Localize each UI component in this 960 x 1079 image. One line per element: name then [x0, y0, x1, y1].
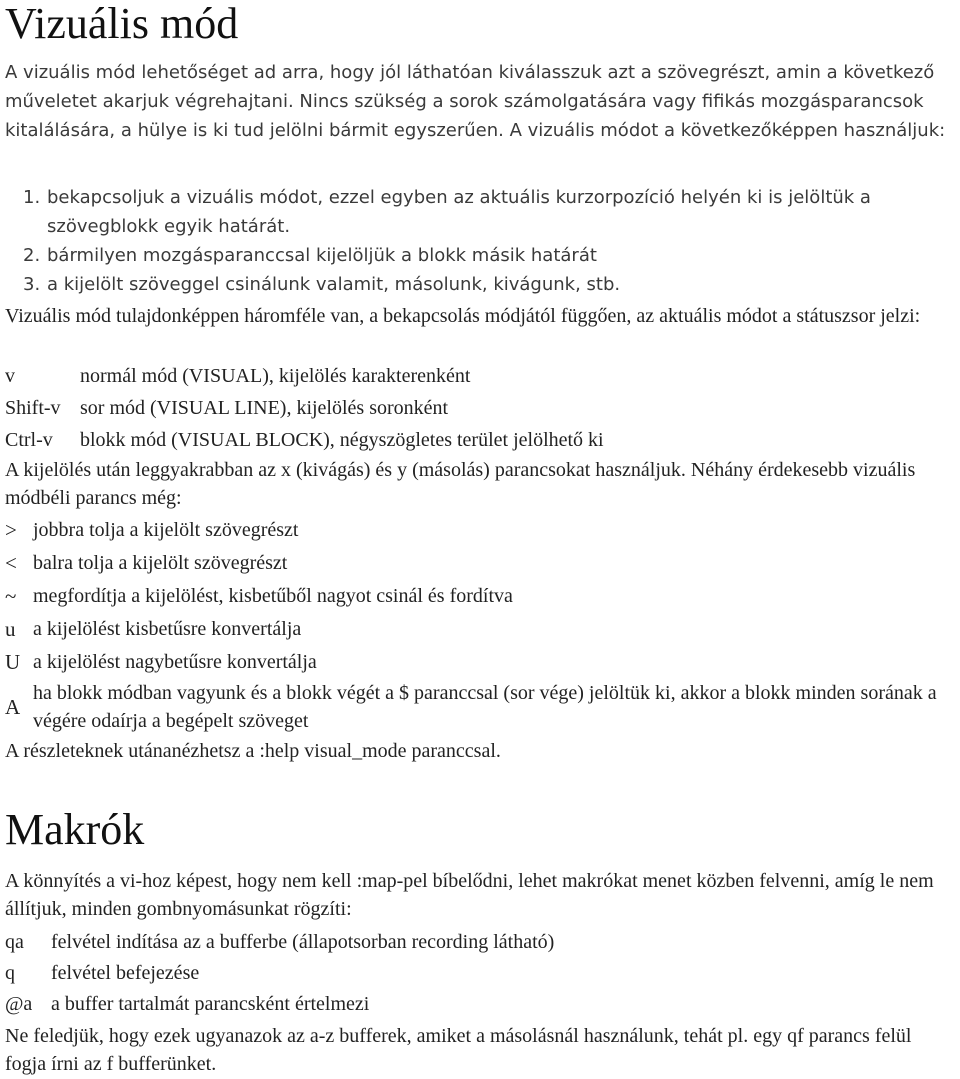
command-desc: a kijelölést nagybetűsre konvertálja: [33, 650, 317, 673]
commands-table: [5, 513, 957, 736]
modes-intro: Vizuális mód tulajdonképpen háromféle van, a bekapcsolás módjától függően, az aktuális módot a státuszsor jelzi:: [5, 305, 921, 327]
list-item-text: a kijelölt szöveggel csinálunk valamit, másolunk, kivágunk, stb.: [47, 274, 621, 295]
command-key: <: [5, 550, 17, 575]
mode-key: Ctrl-v: [5, 429, 53, 451]
list-item-text: bekapcsoljuk a vizuális módot, ezzel egyben az aktuális kurzorpozíció helyén ki is jelöltük a szövegblokk egyik határát.: [47, 187, 871, 237]
list-item-number: 1.: [23, 187, 41, 208]
command-desc: megfordítja a kijelölést, kisbetűből nagyot csinál és fordítva: [33, 584, 513, 607]
list-item-number: 3.: [23, 274, 41, 295]
table-row: [5, 926, 957, 957]
macros-table: [5, 926, 957, 1019]
mode-desc: normál mód (VISUAL), kijelölés karakterenként: [80, 365, 471, 387]
mode-desc: sor mód (VISUAL LINE), kijelölés soronként: [80, 397, 449, 419]
command-key: A: [5, 695, 21, 719]
modes-table: [5, 360, 957, 456]
macros-intro: A könnyítés a vi-hoz képest, hogy nem kell :map-pel bíbelődni, lehet makrókat menet közben felvenni, amíg le nem állítjuk, minden gombnyomásunkat rögzíti:: [5, 870, 934, 920]
macros-outro: Ne feledjük, hogy ezek ugyanazok az a-z bufferek, amiket a másolásnál használunk, tehát pl. egy qf parancs felül fogja írni az f bufferünket.: [5, 1025, 912, 1075]
macro-key: q: [5, 961, 15, 984]
macro-desc: a buffer tartalmát parancsként értelmezi: [51, 992, 370, 1015]
list-item: [5, 270, 957, 299]
steps-list: [5, 183, 957, 299]
table-row: [5, 612, 957, 645]
macro-key: qa: [5, 930, 24, 953]
table-row: [5, 392, 957, 424]
macro-desc: felvétel indítása az a bufferbe (állapotsorban recording látható): [51, 930, 555, 953]
table-row: [5, 360, 957, 392]
commands-intro: A kijelölés után leggyakrabban az x (kivágás) és y (másolás) parancsokat használjuk. Néhány érdekesebb vizuális módbéli parancs még:: [5, 459, 916, 509]
table-row: [5, 957, 957, 988]
command-key: U: [5, 649, 21, 674]
table-row: [5, 579, 957, 612]
table-row: [5, 513, 957, 546]
mode-key: Shift-v: [5, 397, 61, 419]
visual-mode-outro: A részleteknek utánanézhetsz a :help visual_mode paranccsal.: [5, 740, 501, 762]
command-desc: ha blokk módban vagyunk és a blokk végét a $ paranccsal (sor vége) jelöltük ki, akkor a blokk minden sorának a végére odaírja a begépelt szöveget: [33, 682, 937, 732]
list-item: [5, 183, 957, 241]
section-title-visual-mode: Vizuális mód: [5, 0, 239, 48]
macro-desc: felvétel befejezése: [51, 961, 200, 984]
list-item-number: 2.: [23, 245, 41, 266]
command-desc: jobbra tolja a kijelölt szövegrészt: [33, 518, 299, 541]
command-key: ~: [5, 583, 17, 608]
command-desc: a kijelölést kisbetűsre konvertálja: [33, 617, 302, 640]
table-row: [5, 678, 957, 736]
table-row: [5, 546, 957, 579]
command-key: >: [5, 517, 17, 542]
table-row: [5, 645, 957, 678]
list-item-text: bármilyen mozgásparanccsal kijelöljük a blokk másik határát: [47, 245, 597, 266]
table-row: [5, 424, 957, 456]
command-desc: balra tolja a kijelölt szövegrészt: [33, 551, 288, 574]
section-title-macros: Makrók: [5, 805, 145, 854]
macro-key: @a: [5, 992, 33, 1015]
list-item: [5, 241, 957, 270]
mode-key: v: [5, 365, 15, 387]
mode-desc: blokk mód (VISUAL BLOCK), négyszögletes terület jelölhető ki: [80, 429, 604, 451]
visual-mode-intro: A vizuális mód lehetőséget ad arra, hogy jól láthatóan kiválasszuk azt a szövegrészt, amin a következő műveletet akarjuk végrehajtani. Nincs szükség a sorok számolgatására vagy fifikás mozgásparancsok kitalálására, a hülye is ki tud jelölni bármit egyszerűen. A vizuális módot a következőképpen használjuk:: [5, 62, 946, 141]
table-row: [5, 988, 957, 1019]
command-key: u: [5, 616, 16, 641]
